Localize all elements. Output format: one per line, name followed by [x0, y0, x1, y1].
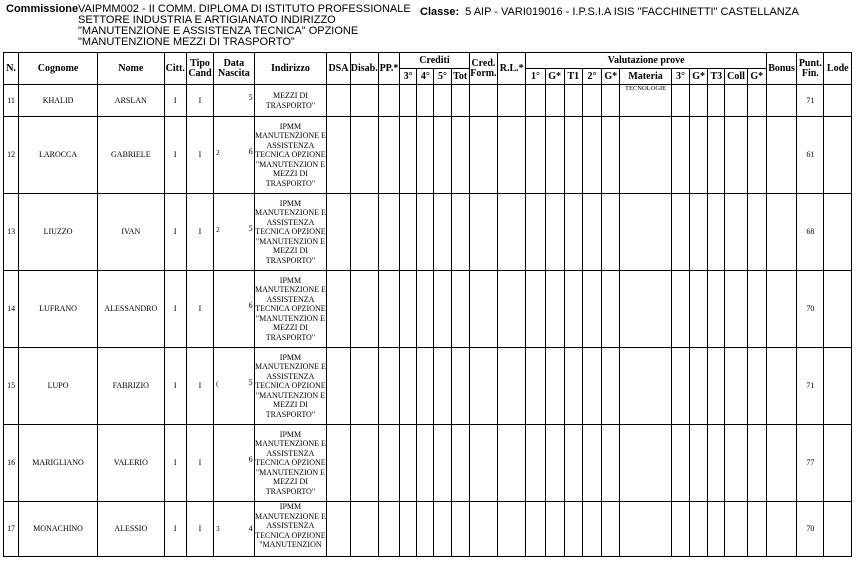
cell-empty: [602, 502, 620, 557]
cell-empty: [747, 348, 766, 425]
cell-empty: [400, 271, 417, 348]
cell-indirizzo: IPMM MANUTENZIONE E ASSISTENZA TECNICA OPZIONE "MANUTENZION: [254, 502, 327, 557]
cell-empty: [545, 502, 564, 557]
col-disab: Disab.: [350, 53, 378, 85]
col-data-nascita: Data Nascita: [214, 53, 254, 85]
cell-data-nascita: [214, 425, 254, 502]
cell-empty: [671, 502, 689, 557]
cell-empty: [400, 425, 417, 502]
cell-bonus: [766, 348, 796, 425]
col-val-t3: T3: [708, 69, 725, 85]
cell-empty: [417, 348, 434, 425]
cell-empty: [350, 117, 378, 194]
classe-value: 5 AIP - VARI019016 - I.P.S.I.A ISIS "FACCHINETTI" CASTELLANZA: [465, 6, 799, 18]
cell-empty: [327, 117, 350, 194]
cell-empty: [545, 117, 564, 194]
cell-empty: [747, 271, 766, 348]
cell-empty: [747, 85, 766, 117]
cell-bonus: [766, 271, 796, 348]
col-indirizzo: Indirizzo: [254, 53, 327, 85]
cell-n: 14: [4, 271, 19, 348]
col-nome: Nome: [97, 53, 164, 85]
cell-cognome: LIUZZO: [19, 194, 98, 271]
cell-tipo-cand: I: [186, 425, 213, 502]
commissione-description: [78, 3, 411, 48]
cell-cognome: LUFRANO: [19, 271, 98, 348]
cell-punt-fin: 77: [797, 425, 824, 502]
cell-materia: [620, 502, 672, 557]
cell-empty: [545, 348, 564, 425]
cell-empty: [545, 194, 564, 271]
cell-empty: [451, 271, 469, 348]
cell-tipo-cand: I: [186, 194, 213, 271]
cell-cognome: LAROCCA: [19, 117, 98, 194]
cell-tipo-cand: I: [186, 85, 213, 117]
cell-empty: [708, 117, 725, 194]
cell-empty: [708, 194, 725, 271]
cell-empty: [400, 348, 417, 425]
cell-citt: I: [164, 271, 186, 348]
cell-tipo-cand: I: [186, 502, 213, 557]
cell-empty: [690, 85, 708, 117]
cell-empty: [725, 348, 747, 425]
cell-empty: [725, 117, 747, 194]
col-punt-fin: Punt. Fin.: [797, 53, 824, 85]
commissione-line: "MANUTENZIONE E ASSISTENZA TECNICA" OPZIONE: [78, 25, 359, 37]
cell-lode: [824, 348, 852, 425]
col-lode: Lode: [824, 53, 852, 85]
cell-citt: I: [164, 85, 186, 117]
commissione-line: VAIPMM002 - II COMM. DIPLOMA DI ISTITUTO PROFESSIONALE: [78, 3, 411, 15]
cell-empty: [498, 117, 526, 194]
cell-empty: [671, 425, 689, 502]
cell-citt: I: [164, 425, 186, 502]
cell-empty: [526, 348, 545, 425]
cell-empty: [378, 271, 399, 348]
cell-empty: [545, 425, 564, 502]
cell-empty: [434, 348, 451, 425]
cell-punt-fin: 71: [797, 348, 824, 425]
cell-empty: [564, 502, 582, 557]
col-bonus: Bonus: [766, 53, 796, 85]
table-row: [4, 194, 852, 271]
cell-empty: [708, 348, 725, 425]
classe-label: Classe:: [420, 6, 460, 18]
col-cognome: Cognome: [19, 53, 98, 85]
cell-empty: [582, 502, 601, 557]
cell-empty: [564, 194, 582, 271]
cell-empty: [582, 85, 601, 117]
cell-empty: [498, 502, 526, 557]
col-val-coll: Coll: [725, 69, 747, 85]
col-cred-form: Cred. Form.: [469, 53, 497, 85]
table-row: [4, 348, 852, 425]
cell-empty: [378, 117, 399, 194]
cell-lode: [824, 194, 852, 271]
classe-info: [420, 7, 799, 18]
cell-empty: [451, 117, 469, 194]
cell-citt: I: [164, 194, 186, 271]
cell-empty: [378, 194, 399, 271]
cell-indirizzo: IPMM MANUTENZIONE E ASSISTENZA TECNICA OPZIONE "MANUTENZION E MEZZI DI TRASPORTO": [254, 425, 327, 502]
cell-empty: [498, 85, 526, 117]
cell-empty: [582, 425, 601, 502]
cell-cognome: LUPO: [19, 348, 98, 425]
cell-empty: [708, 85, 725, 117]
cell-empty: [378, 348, 399, 425]
date-fragment-right: 4: [248, 523, 253, 533]
table-row: [4, 85, 852, 117]
cell-empty: [671, 85, 689, 117]
cell-empty: [602, 85, 620, 117]
cell-empty: [350, 425, 378, 502]
date-fragment-left: 2: [216, 225, 220, 234]
cell-empty: [564, 117, 582, 194]
cell-indirizzo: IPMM MANUTENZIONE E ASSISTENZA TECNICA OPZIONE "MANUTENZION E MEZZI DI TRASPORTO": [254, 117, 327, 194]
date-fragment-left: 3: [216, 524, 220, 533]
cell-empty: [378, 425, 399, 502]
col-pp: PP.*: [378, 53, 399, 85]
cell-empty: [671, 348, 689, 425]
col-rl: R.L.*: [498, 53, 526, 85]
cell-citt: I: [164, 348, 186, 425]
cell-empty: [602, 425, 620, 502]
cell-punt-fin: 71: [797, 85, 824, 117]
cell-bonus: [766, 425, 796, 502]
commissione-line: SETTORE INDUSTRIA E ARTIGIANATO INDIRIZZO: [78, 14, 336, 26]
table-row: [4, 425, 852, 502]
cell-empty: [469, 348, 497, 425]
cell-indirizzo: MEZZI DI TRASPORTO": [254, 85, 327, 117]
cell-empty: [690, 502, 708, 557]
col-val-g2: G*: [602, 69, 620, 85]
date-fragment-right: 5: [248, 378, 253, 388]
col-crediti-tot: Tot: [451, 69, 469, 85]
cell-indirizzo: IPMM MANUTENZIONE E ASSISTENZA TECNICA OPZIONE "MANUTENZION E MEZZI DI TRASPORTO": [254, 348, 327, 425]
cell-indirizzo: IPMM MANUTENZIONE E ASSISTENZA TECNICA OPZIONE "MANUTENZION E MEZZI DI TRASPORTO": [254, 271, 327, 348]
cell-empty: [378, 502, 399, 557]
cell-empty: [469, 194, 497, 271]
cell-empty: [469, 85, 497, 117]
cell-empty: [564, 348, 582, 425]
cell-materia: [620, 348, 672, 425]
cell-n: 17: [4, 502, 19, 557]
cell-materia: [620, 271, 672, 348]
cell-empty: [434, 271, 451, 348]
col-val-1: 1°: [526, 69, 545, 85]
date-fragment-left: (: [216, 379, 219, 388]
cell-nome: FABRIZIO: [97, 348, 164, 425]
cell-empty: [400, 117, 417, 194]
cell-empty: [690, 117, 708, 194]
cell-empty: [434, 194, 451, 271]
cell-empty: [747, 502, 766, 557]
cell-empty: [498, 348, 526, 425]
date-fragment-right: 5: [248, 93, 253, 102]
cell-empty: [582, 271, 601, 348]
commissione-label: Commissione: [6, 3, 79, 15]
cell-indirizzo: IPMM MANUTENZIONE E ASSISTENZA TECNICA OPZIONE "MANUTENZION E MEZZI DI TRASPORTO": [254, 194, 327, 271]
cell-empty: [400, 85, 417, 117]
cell-empty: [671, 271, 689, 348]
cell-empty: [708, 502, 725, 557]
cell-empty: [526, 502, 545, 557]
cell-nome: ALESSIO: [97, 502, 164, 557]
cell-n: 16: [4, 425, 19, 502]
candidates-table: [3, 52, 852, 557]
cell-materia: [620, 194, 672, 271]
cell-n: 12: [4, 117, 19, 194]
cell-lode: [824, 85, 852, 117]
cell-data-nascita: [214, 117, 254, 194]
cell-empty: [434, 117, 451, 194]
document-header: [6, 4, 856, 54]
cell-cognome: MONACHINO: [19, 502, 98, 557]
cell-nome: IVAN: [97, 194, 164, 271]
date-fragment-right: 6: [248, 455, 253, 465]
cell-n: 13: [4, 194, 19, 271]
cell-cognome: KHALID: [19, 85, 98, 117]
cell-lode: [824, 425, 852, 502]
cell-empty: [327, 85, 350, 117]
col-n: N.: [4, 53, 19, 85]
col-val-3: 3°: [671, 69, 689, 85]
cell-empty: [582, 194, 601, 271]
cell-data-nascita: [214, 271, 254, 348]
cell-empty: [526, 117, 545, 194]
cell-bonus: [766, 194, 796, 271]
commissione-line: "MANUTENZIONE MEZZI DI TRASPORTO": [78, 36, 295, 48]
col-tipo-cand: Tipo Cand: [186, 53, 213, 85]
cell-empty: [725, 425, 747, 502]
cell-empty: [451, 85, 469, 117]
cell-empty: [417, 425, 434, 502]
cell-empty: [417, 502, 434, 557]
cell-empty: [378, 85, 399, 117]
cell-empty: [498, 271, 526, 348]
col-crediti-5: 5°: [434, 69, 451, 85]
cell-empty: [725, 194, 747, 271]
cell-empty: [451, 194, 469, 271]
col-citt: Citt.: [164, 53, 186, 85]
cell-lode: [824, 502, 852, 557]
cell-tipo-cand: I: [186, 271, 213, 348]
cell-empty: [602, 271, 620, 348]
cell-cognome: MARIGLIANO: [19, 425, 98, 502]
cell-citt: I: [164, 502, 186, 557]
cell-empty: [451, 348, 469, 425]
col-val-g1: G*: [545, 69, 564, 85]
date-fragment-right: 6: [248, 301, 253, 311]
cell-empty: [725, 271, 747, 348]
cell-nome: ALESSANDRO: [97, 271, 164, 348]
cell-empty: [602, 194, 620, 271]
table-body: [4, 85, 852, 557]
cell-empty: [690, 271, 708, 348]
cell-n: 15: [4, 348, 19, 425]
cell-empty: [602, 348, 620, 425]
cell-punt-fin: 70: [797, 271, 824, 348]
col-val-t1: T1: [564, 69, 582, 85]
cell-materia: [620, 117, 672, 194]
cell-empty: [327, 502, 350, 557]
cell-data-nascita: [214, 85, 254, 117]
cell-empty: [725, 85, 747, 117]
cell-empty: [690, 425, 708, 502]
cell-nome: GABRIELE: [97, 117, 164, 194]
col-val-g3: G*: [690, 69, 708, 85]
date-fragment-right: 5: [248, 224, 253, 234]
col-valutazione: Valutazione prove: [526, 53, 767, 69]
cell-empty: [498, 194, 526, 271]
col-crediti-3: 3°: [400, 69, 417, 85]
date-fragment-right: 6: [248, 147, 253, 157]
cell-empty: [434, 502, 451, 557]
cell-empty: [526, 425, 545, 502]
col-dsa: DSA: [327, 53, 350, 85]
cell-empty: [469, 502, 497, 557]
cell-empty: [545, 85, 564, 117]
cell-lode: [824, 271, 852, 348]
cell-empty: [451, 502, 469, 557]
cell-empty: [417, 194, 434, 271]
cell-bonus: [766, 502, 796, 557]
cell-empty: [434, 425, 451, 502]
cell-empty: [582, 117, 601, 194]
cell-data-nascita: [214, 502, 254, 557]
cell-empty: [417, 85, 434, 117]
cell-empty: [582, 348, 601, 425]
cell-nome: VALERIO: [97, 425, 164, 502]
cell-data-nascita: [214, 194, 254, 271]
cell-empty: [747, 117, 766, 194]
cell-empty: [526, 194, 545, 271]
cell-empty: [350, 502, 378, 557]
cell-empty: [327, 271, 350, 348]
cell-empty: [469, 425, 497, 502]
cell-data-nascita: [214, 348, 254, 425]
cell-punt-fin: 68: [797, 194, 824, 271]
cell-empty: [400, 502, 417, 557]
cell-empty: [498, 425, 526, 502]
cell-bonus: [766, 117, 796, 194]
cell-empty: [434, 85, 451, 117]
col-val-g4: G*: [747, 69, 766, 85]
cell-empty: [671, 194, 689, 271]
table-row: [4, 271, 852, 348]
cell-empty: [350, 85, 378, 117]
date-fragment-left: 2: [216, 148, 220, 157]
cell-empty: [545, 271, 564, 348]
cell-empty: [350, 194, 378, 271]
cell-empty: [417, 117, 434, 194]
cell-bonus: [766, 85, 796, 117]
cell-empty: [747, 425, 766, 502]
cell-citt: I: [164, 117, 186, 194]
table-row: [4, 502, 852, 557]
cell-materia: [620, 425, 672, 502]
cell-empty: [671, 117, 689, 194]
cell-empty: [708, 425, 725, 502]
cell-n: 11: [4, 85, 19, 117]
col-val-materia: Materia: [620, 69, 672, 85]
cell-empty: [350, 348, 378, 425]
col-val-2: 2°: [582, 69, 601, 85]
col-crediti: Crediti: [400, 53, 470, 69]
cell-empty: [327, 194, 350, 271]
header-row: [4, 53, 852, 69]
cell-empty: [400, 194, 417, 271]
cell-empty: [451, 425, 469, 502]
cell-empty: [526, 85, 545, 117]
cell-empty: [526, 271, 545, 348]
cell-empty: [417, 271, 434, 348]
cell-empty: [469, 117, 497, 194]
cell-empty: [602, 117, 620, 194]
cell-empty: [327, 348, 350, 425]
cell-nome: ARSLAN: [97, 85, 164, 117]
cell-empty: [469, 271, 497, 348]
cell-materia: TECNOLOGIE: [620, 85, 672, 117]
cell-lode: [824, 117, 852, 194]
cell-empty: [725, 502, 747, 557]
cell-punt-fin: 70: [797, 502, 824, 557]
table-row: [4, 117, 852, 194]
cell-tipo-cand: I: [186, 117, 213, 194]
cell-empty: [350, 271, 378, 348]
cell-empty: [690, 194, 708, 271]
col-crediti-4: 4°: [417, 69, 434, 85]
cell-empty: [690, 348, 708, 425]
cell-empty: [747, 194, 766, 271]
cell-empty: [327, 425, 350, 502]
cell-punt-fin: 61: [797, 117, 824, 194]
cell-empty: [564, 271, 582, 348]
cell-empty: [564, 425, 582, 502]
cell-empty: [708, 271, 725, 348]
cell-empty: [564, 85, 582, 117]
cell-tipo-cand: I: [186, 348, 213, 425]
